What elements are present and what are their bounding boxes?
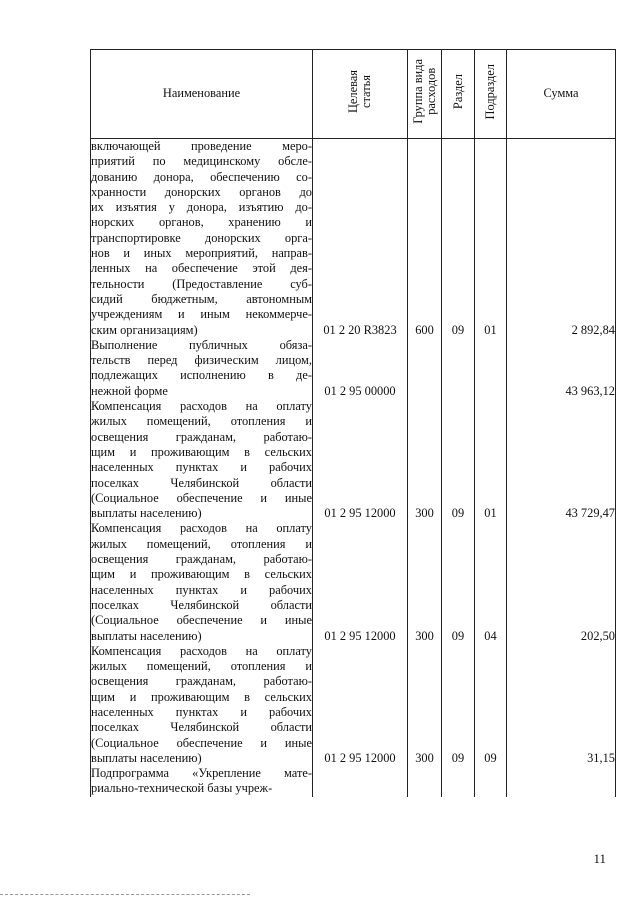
row-name-line: (Социальное обеспечение и иные [91,490,312,505]
row-sum: 31,15 [507,644,616,766]
row-name-line: (Социальное обеспечение и иные [91,613,312,628]
header-section [442,50,475,139]
row-section: 09 [442,399,475,521]
row-name-line: ленных на обеспечение этой дея- [91,261,312,276]
row-name-cell [91,644,313,766]
row-sum: 202,50 [507,521,616,643]
row-name-line: освещения гражданам, работаю- [91,429,312,444]
row-name-line: подлежащих исполнению в де- [91,368,312,383]
row-name-line: населенных пунктах и рабочих [91,582,312,597]
row-section [442,766,475,797]
row-name-line: поселках Челябинской области [91,475,312,490]
row-name-cell [91,338,313,399]
row-section: 09 [442,139,475,338]
header-name [91,50,313,139]
row-name-line: жилых помещений, отопления и [91,536,312,551]
table-header [91,50,616,139]
row-name-line: риально-технической базы учреж- [91,781,273,796]
header-sum-text: Сумма [543,86,579,101]
table-row [91,766,616,797]
row-name-line: нов и иных мероприятий, направ- [91,246,312,261]
row-name-line: жилых помещений, отопления и [91,414,312,429]
header-sum [507,50,616,139]
budget-table [90,49,616,797]
row-target-article: 01 2 95 12000 [313,521,408,643]
row-name-line: ским организациям) [91,322,198,337]
row-expense-group [408,338,442,399]
row-name-line: Компенсация расходов на оплату [91,643,312,658]
row-name-line: выплаты населению) [91,628,202,643]
row-target-article [313,766,408,797]
row-subsection [475,338,507,399]
row-name-line: дованию донора, обеспечению со- [91,169,312,184]
header-target-line2: статья [359,75,373,109]
row-subsection: 01 [475,399,507,521]
row-name-line: (Социальное обеспечение и иные [91,735,312,750]
row-name-line: населенных пунктах и рабочих [91,460,312,475]
row-name-line: выплаты населению) [91,506,202,521]
header-target-line1: Целевая [346,70,360,114]
row-name-line: сидий бюджетным, автономным [91,291,312,306]
row-target-article: 01 2 95 00000 [313,338,408,399]
row-name-line: тельств перед физическим лицом, [91,353,312,368]
row-name-line: норских органов, хранению и [91,215,312,230]
header-target-article [313,50,408,139]
row-subsection [475,766,507,797]
row-sum: 43 963,12 [507,338,616,399]
footer-rule [0,894,250,895]
header-section-text: Раздел [450,74,465,110]
header-subsection [475,50,507,139]
row-name-line: нежной форме [91,383,168,398]
row-name-cell [91,766,313,797]
header-expense-group [408,50,442,139]
row-target-article: 01 2 95 12000 [313,644,408,766]
row-name-line: хранности донорских органов до [91,184,312,199]
row-name-cell [91,521,313,643]
row-name-line: освещения гражданам, работаю- [91,674,312,689]
row-name-line: Подпрограмма «Укрепление мате- [91,766,312,781]
table-body [91,139,616,797]
header-name-text: Наименование [162,86,241,101]
row-name-line: щим и проживающим в сельских [91,444,312,459]
row-name-line: тельности (Предоставление суб- [91,276,312,291]
row-name-line: Компенсация расходов на оплату [91,399,312,414]
table-row [91,399,616,521]
row-name-line: транспортировке донорских орга- [91,230,312,245]
header-expense-group-text [412,59,438,124]
row-name-line: учреждениям и иным некоммерче- [91,307,312,322]
row-name-line: населенных пунктах и рабочих [91,704,312,719]
row-expense-group: 600 [408,139,442,338]
row-expense-group: 300 [408,521,442,643]
row-name-line: выплаты населению) [91,750,202,765]
row-name-line: поселках Челябинской области [91,720,312,735]
row-name-line: Компенсация расходов на оплату [91,521,312,536]
row-name-line: освещения гражданам, работаю- [91,552,312,567]
row-section: 09 [442,644,475,766]
row-expense-group [408,766,442,797]
row-sum [507,766,616,797]
row-subsection: 04 [475,521,507,643]
header-target-article-text [347,70,373,113]
row-name-line: включающей проведение меро- [91,139,312,153]
row-name-line: щим и проживающим в сельских [91,689,312,704]
row-section [442,338,475,399]
row-name-cell [91,399,313,521]
table-row [91,139,616,338]
table-row [91,644,616,766]
row-subsection: 09 [475,644,507,766]
row-section: 09 [442,521,475,643]
row-name-line: щим и проживающим в сельских [91,567,312,582]
header-subsection-text: Подраздел [483,64,497,120]
table-row [91,521,616,643]
row-name-line: приятий по медицинскому обсле- [91,154,312,169]
header-group-line1: Группа вида [410,59,425,125]
row-name-line: жилых помещений, отопления и [91,659,312,674]
row-target-article: 01 2 95 12000 [313,399,408,521]
row-sum: 43 729,47 [507,399,616,521]
table-row [91,338,616,399]
row-name-cell [91,139,313,338]
row-name-line: их изъятия у донора, изъятию до- [91,200,312,215]
row-target-article: 01 2 20 R3823 [313,139,408,338]
page-number: 11 [593,851,606,866]
row-name-line: поселках Челябинской области [91,597,312,612]
row-expense-group: 300 [408,644,442,766]
row-expense-group: 300 [408,399,442,521]
header-group-line2: расходов [423,68,438,116]
row-subsection: 01 [475,139,507,338]
row-name-line: Выполнение публичных обяза- [91,337,312,352]
row-sum: 2 892,84 [507,139,616,338]
